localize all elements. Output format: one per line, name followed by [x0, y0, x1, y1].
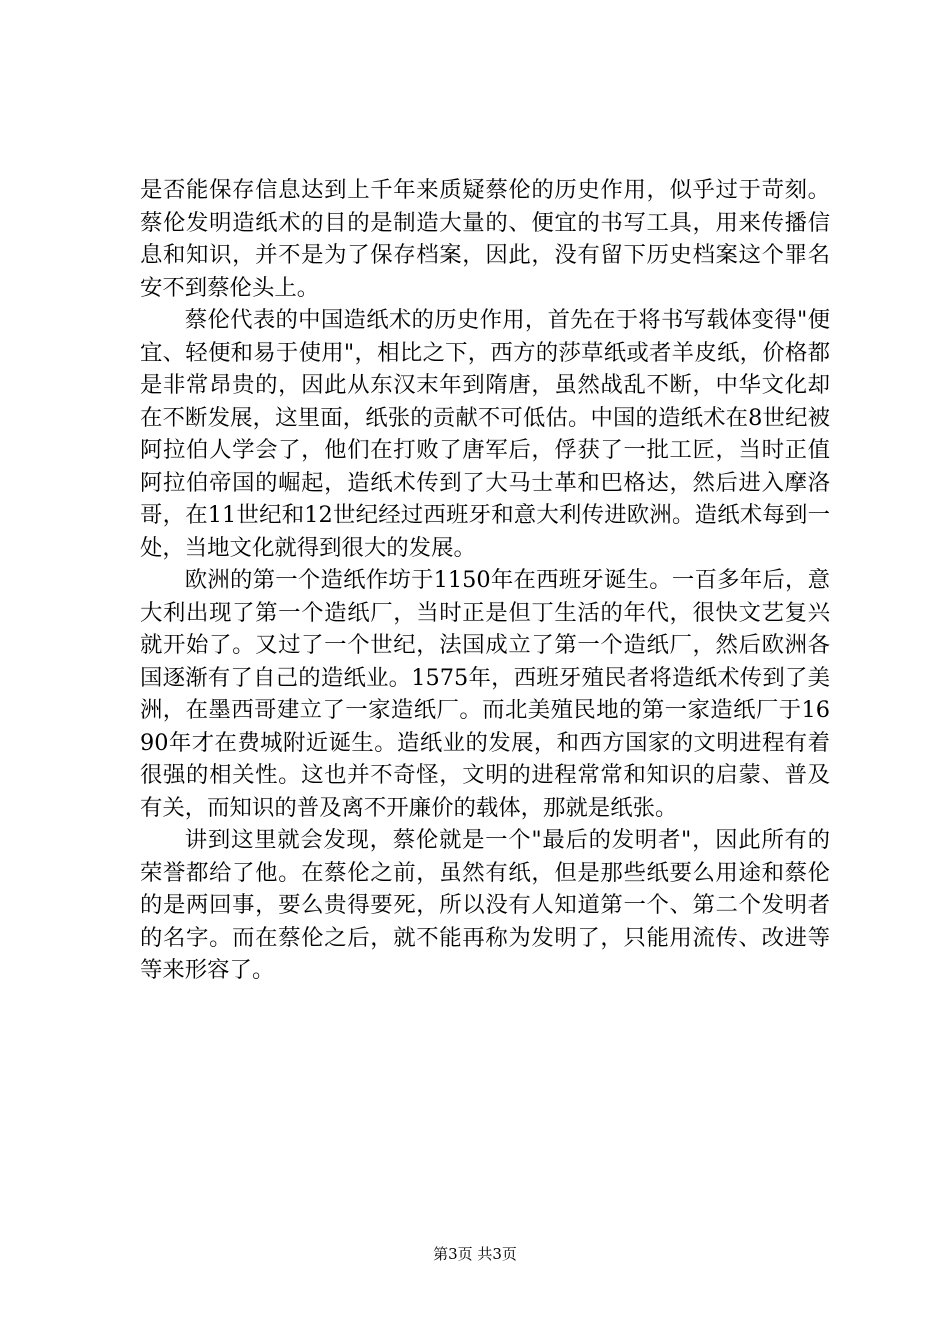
body-text — [140, 174, 830, 987]
paragraph-1: 是否能保存信息达到上千年来质疑蔡伦的历史作用，似乎过于苛刻。蔡伦发明造纸术的目的是制造大量的、便宜的书写工具，用来传播信息和知识，并不是为了保存档案，因此，没有留下历史档案这个罪名安不到蔡伦头上。 — [140, 177, 830, 301]
page-footer: 第3页 共3页 — [433, 1245, 517, 1263]
paragraph-2: 蔡伦代表的中国造纸术的历史作用，首先在于将书写载体变得"便宜、轻便和易于使用"，相比之下，西方的莎草纸或者羊皮纸，价格都是非常昂贵的，因此从东汉末年到隋唐，虽然战乱不断，中华文化却在不断发展，这里面，纸张的贡献不可低估。中国的造纸术在8世纪被阿拉伯人学会了，他们在打败了唐军后，俘获了一批工匠，当时正值阿拉伯帝国的崛起，造纸术传到了大马士革和巴格达，然后进入摩洛哥，在11世纪和12世纪经过西班牙和意大利传进欧洲。造纸术每到一处，当地文化就得到很大的发展。 — [140, 307, 830, 561]
paragraph-3: 欧洲的第一个造纸作坊于1150年在西班牙诞生。一百多年后，意大利出现了第一个造纸厂，当时正是但丁生活的年代，很快文艺复兴就开始了。又过了一个世纪，法国成立了第一个造纸厂，然后欧洲各国逐渐有了自己的造纸业。1575年，西班牙殖民者将造纸术传到了美洲，在墨西哥建立了一家造纸厂。而北美殖民地的第一家造纸厂于1690年才在费城附近诞生。造纸业的发展，和西方国家的文明进程有着很强的相关性。这也并不奇怪，文明的进程常常和知识的启蒙、普及有关，而知识的普及离不开廉价的载体，那就是纸张。 — [140, 567, 830, 821]
paragraph-4: 讲到这里就会发现，蔡伦就是一个"最后的发明者"，因此所有的荣誉都给了他。在蔡伦之前，虽然有纸，但是那些纸要么用途和蔡伦的是两回事，要么贵得要死，所以没有人知道第一个、第二个发明者的名字。而在蔡伦之后，就不能再称为发明了，只能用流传、改进等等来形容了。 — [140, 827, 830, 983]
